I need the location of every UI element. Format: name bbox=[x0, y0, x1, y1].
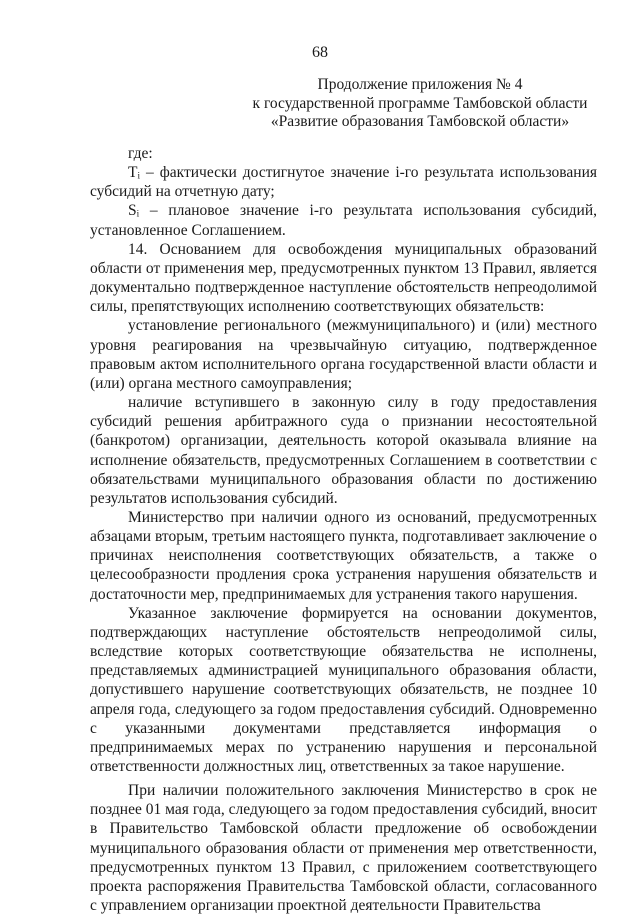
paragraph-ti-definition: Tᵢ – фактически достигнутое значение i-го результата использования субсидий на отчетную дату; bbox=[90, 164, 597, 201]
paragraph-positive-conclusion: При наличии положительного заключения Министерство в срок не позднее 01 мая года, следующего за годом предоставления субсидий, вносит в Правительство Тамбовской области предложение об освобождении муниципального образования области от применения мер ответственности, предусмотренных пунктом 13 Правил, с приложением соответствующего проекта распоряжения Правительства Тамбовской области, согласованного с управлением организации проектной деятельности Правительства bbox=[90, 782, 597, 915]
header-line-3: «Развитие образования Тамбовской области» bbox=[270, 113, 570, 130]
header-line-2: к государственной программе Тамбовской области bbox=[252, 94, 588, 112]
appendix-header bbox=[240, 76, 600, 132]
paragraph-emergency: установление регионального (межмуниципального) и (или) местного уровня реагирования на чрезвычайную ситуацию, подтвержденное правовым актом исполнительного органа государственной власти области и (или) органа местного самоуправления; bbox=[90, 317, 597, 392]
paragraph-si-definition: Sᵢ – плановое значение i-го результата использования субсидий, установленное Соглашением. bbox=[90, 202, 597, 239]
paragraph-arbitration: наличие вступившего в законную силу в году предоставления субсидий решения арбитражного суда о признании несостоятельной (банкротом) организации, деятельность которой оказывала влияние на исполнение обязательств, предусмотренных Соглашением в соответствии с обязательствами муниципального образования области по достижению результатов использования субсидий. bbox=[90, 394, 597, 507]
paragraph-ministry-conclusion: Министерство при наличии одного из оснований, предусмотренных абзацами вторым, третьим настоящего пункта, подготавливает заключение о причинах неисполнения соответствующих обязательств, а также о целесообразности продления срока устранения нарушения обязательств и достаточности мер, предпринимаемых для устранения такого нарушения. bbox=[90, 508, 597, 603]
paragraph-conclusion-formed: Указанное заключение формируется на основании документов, подтверждающих наступление обстоятельств непреодолимой силы, вследствие которых соответствующие обязательства не исполнены, представляемых администрацией муниципального образования области, допустившего нарушение соответствующих обязательств, не позднее 10 апреля года, следующего за годом предоставления субсидий. Одновременно с указанными документами представляется информация о предпринимаемых мерах по устранению нарушения и персональной ответственности должностных лиц, ответственных за такое нарушение. bbox=[90, 604, 597, 775]
paragraph-14: 14. Основанием для освобождения муниципальных образований области от применения мер, предусмотренных пунктом 13 Правил, является документально подтвержденное наступление обстоятельств непреодолимой силы, препятствующих исполнению соответствующих обязательств: bbox=[90, 240, 597, 316]
document-body bbox=[90, 144, 597, 915]
page-number: 68 bbox=[312, 44, 328, 61]
paragraph-where: где: bbox=[128, 145, 153, 162]
header-line-1: Продолжение приложения № 4 bbox=[317, 76, 523, 93]
